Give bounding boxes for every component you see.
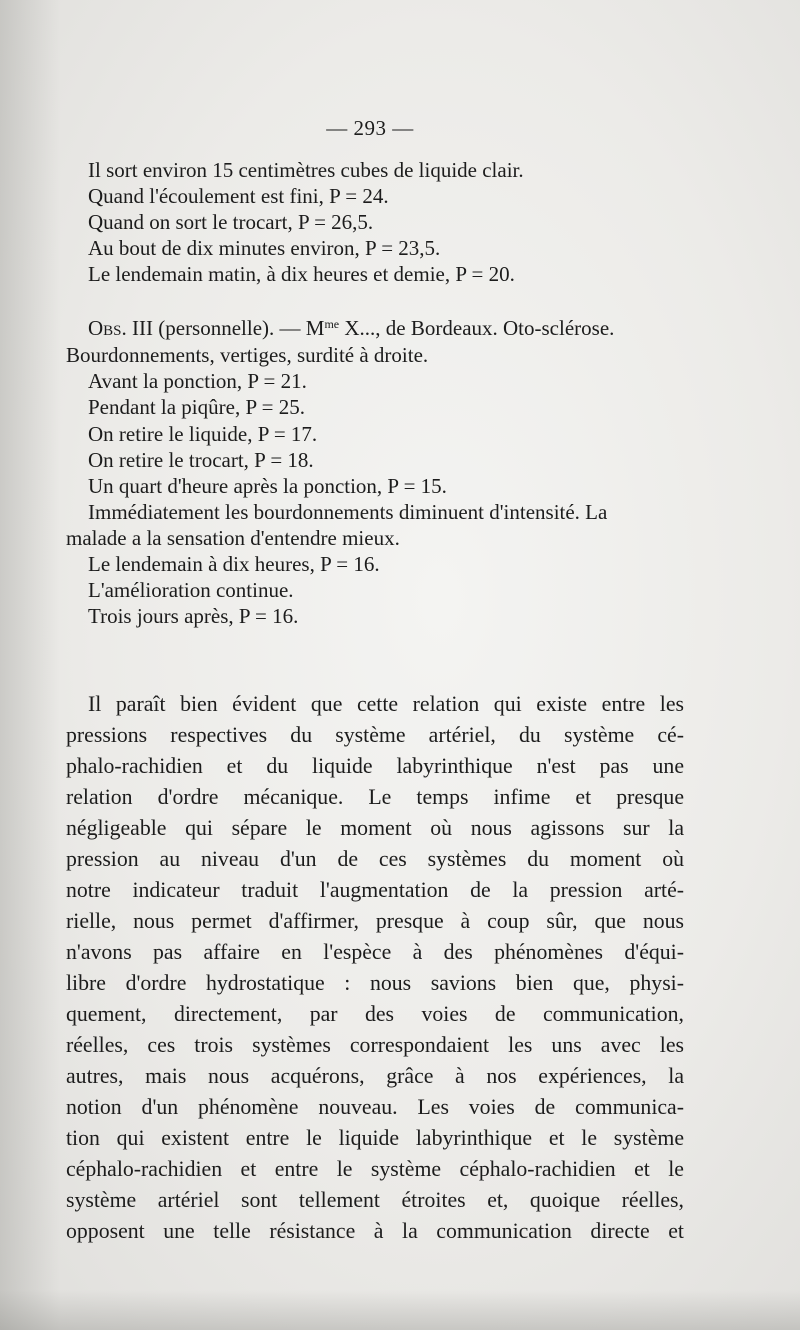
paragraph-line: quement, directement, par des voies de communication, xyxy=(66,1002,684,1026)
paragraph-line: Il paraît bien évident que cette relation qui existe entre les xyxy=(88,692,684,716)
paragraph-line: notion d'un phénomène nouveau. Les voies de communica- xyxy=(66,1095,684,1119)
paragraph-line: tion qui existent entre le liquide labyrinthique et le système xyxy=(66,1126,684,1150)
observation-line: Immédiatement les bourdonnements diminuent d'intensité. La xyxy=(88,500,608,524)
observation-line: On retire le trocart, P = 18. xyxy=(88,448,314,472)
paragraph-line: libre d'ordre hydrostatique : nous savions bien que, physi- xyxy=(66,971,684,995)
observation-line: Le lendemain matin, à dix heures et demie, P = 20. xyxy=(88,262,515,286)
page-number: — 293 — xyxy=(326,116,414,140)
paragraph-line: rielle, nous permet d'affirmer, presque à coup sûr, que nous xyxy=(66,909,684,933)
observation-label: Obs. III xyxy=(88,316,153,340)
observation-line: Un quart d'heure après la ponction, P = 15. xyxy=(88,474,447,498)
paragraph-line: pressions respectives du système artériel, du système cé- xyxy=(66,723,684,747)
observation-line: Avant la ponction, P = 21. xyxy=(88,369,307,393)
paragraph-line: autres, mais nous acquérons, grâce à nos expériences, la xyxy=(66,1064,684,1088)
title-abbreviation: me xyxy=(324,317,340,331)
paragraph-line: n'avons pas affaire en l'espèce à des phénomènes d'équi- xyxy=(66,940,684,964)
observation-line: Quand on sort le trocart, P = 26,5. xyxy=(88,210,374,234)
observation-person: (personnelle). — M xyxy=(158,316,325,340)
observation-line: Il sort environ 15 centimètres cubes de liquide clair. xyxy=(88,158,524,182)
observation-line: Bourdonnements, vertiges, surdité à droite. xyxy=(66,343,429,367)
paragraph-line: notre indicateur traduit l'augmentation de la pression arté- xyxy=(66,878,684,902)
observation-line: L'amélioration continue. xyxy=(88,578,294,602)
observation-line: Quand l'écoulement est fini, P = 24. xyxy=(88,184,389,208)
paragraph-line: négligeable qui sépare le moment où nous agissons sur la xyxy=(66,816,684,840)
observation-line: Le lendemain à dix heures, P = 16. xyxy=(88,552,380,576)
observation-line: Trois jours après, P = 16. xyxy=(88,604,299,628)
paragraph-line: relation d'ordre mécanique. Le temps infime et presque xyxy=(66,785,684,809)
paragraph-line: pression au niveau d'un de ces systèmes du moment où xyxy=(66,847,684,871)
page-shadow-left xyxy=(0,0,60,1330)
main-paragraph xyxy=(66,689,684,1247)
paragraph-line: phalo-rachidien et du liquide labyrinthique n'est pas une xyxy=(66,754,684,778)
paragraph-line: céphalo-rachidien et entre le système céphalo-rachidien et le xyxy=(66,1157,684,1181)
paragraph-line: réelles, ces trois systèmes correspondaient les uns avec les xyxy=(66,1033,684,1057)
paragraph-line: opposent une telle résistance à la communication directe et xyxy=(66,1219,684,1243)
observation-heading xyxy=(88,315,614,341)
observation-line: Au bout de dix minutes environ, P = 23,5. xyxy=(88,236,441,260)
paragraph-line: système artériel sont tellement étroites et, quoique réelles, xyxy=(66,1188,684,1212)
observation-line: Pendant la piqûre, P = 25. xyxy=(88,395,305,419)
observation-subject: X..., de Bordeaux. Oto-sclérose. xyxy=(339,316,615,340)
observation-line: On retire le liquide, P = 17. xyxy=(88,422,318,446)
page-shadow-bottom xyxy=(0,1290,800,1330)
observation-line: malade a la sensation d'entendre mieux. xyxy=(66,526,400,550)
